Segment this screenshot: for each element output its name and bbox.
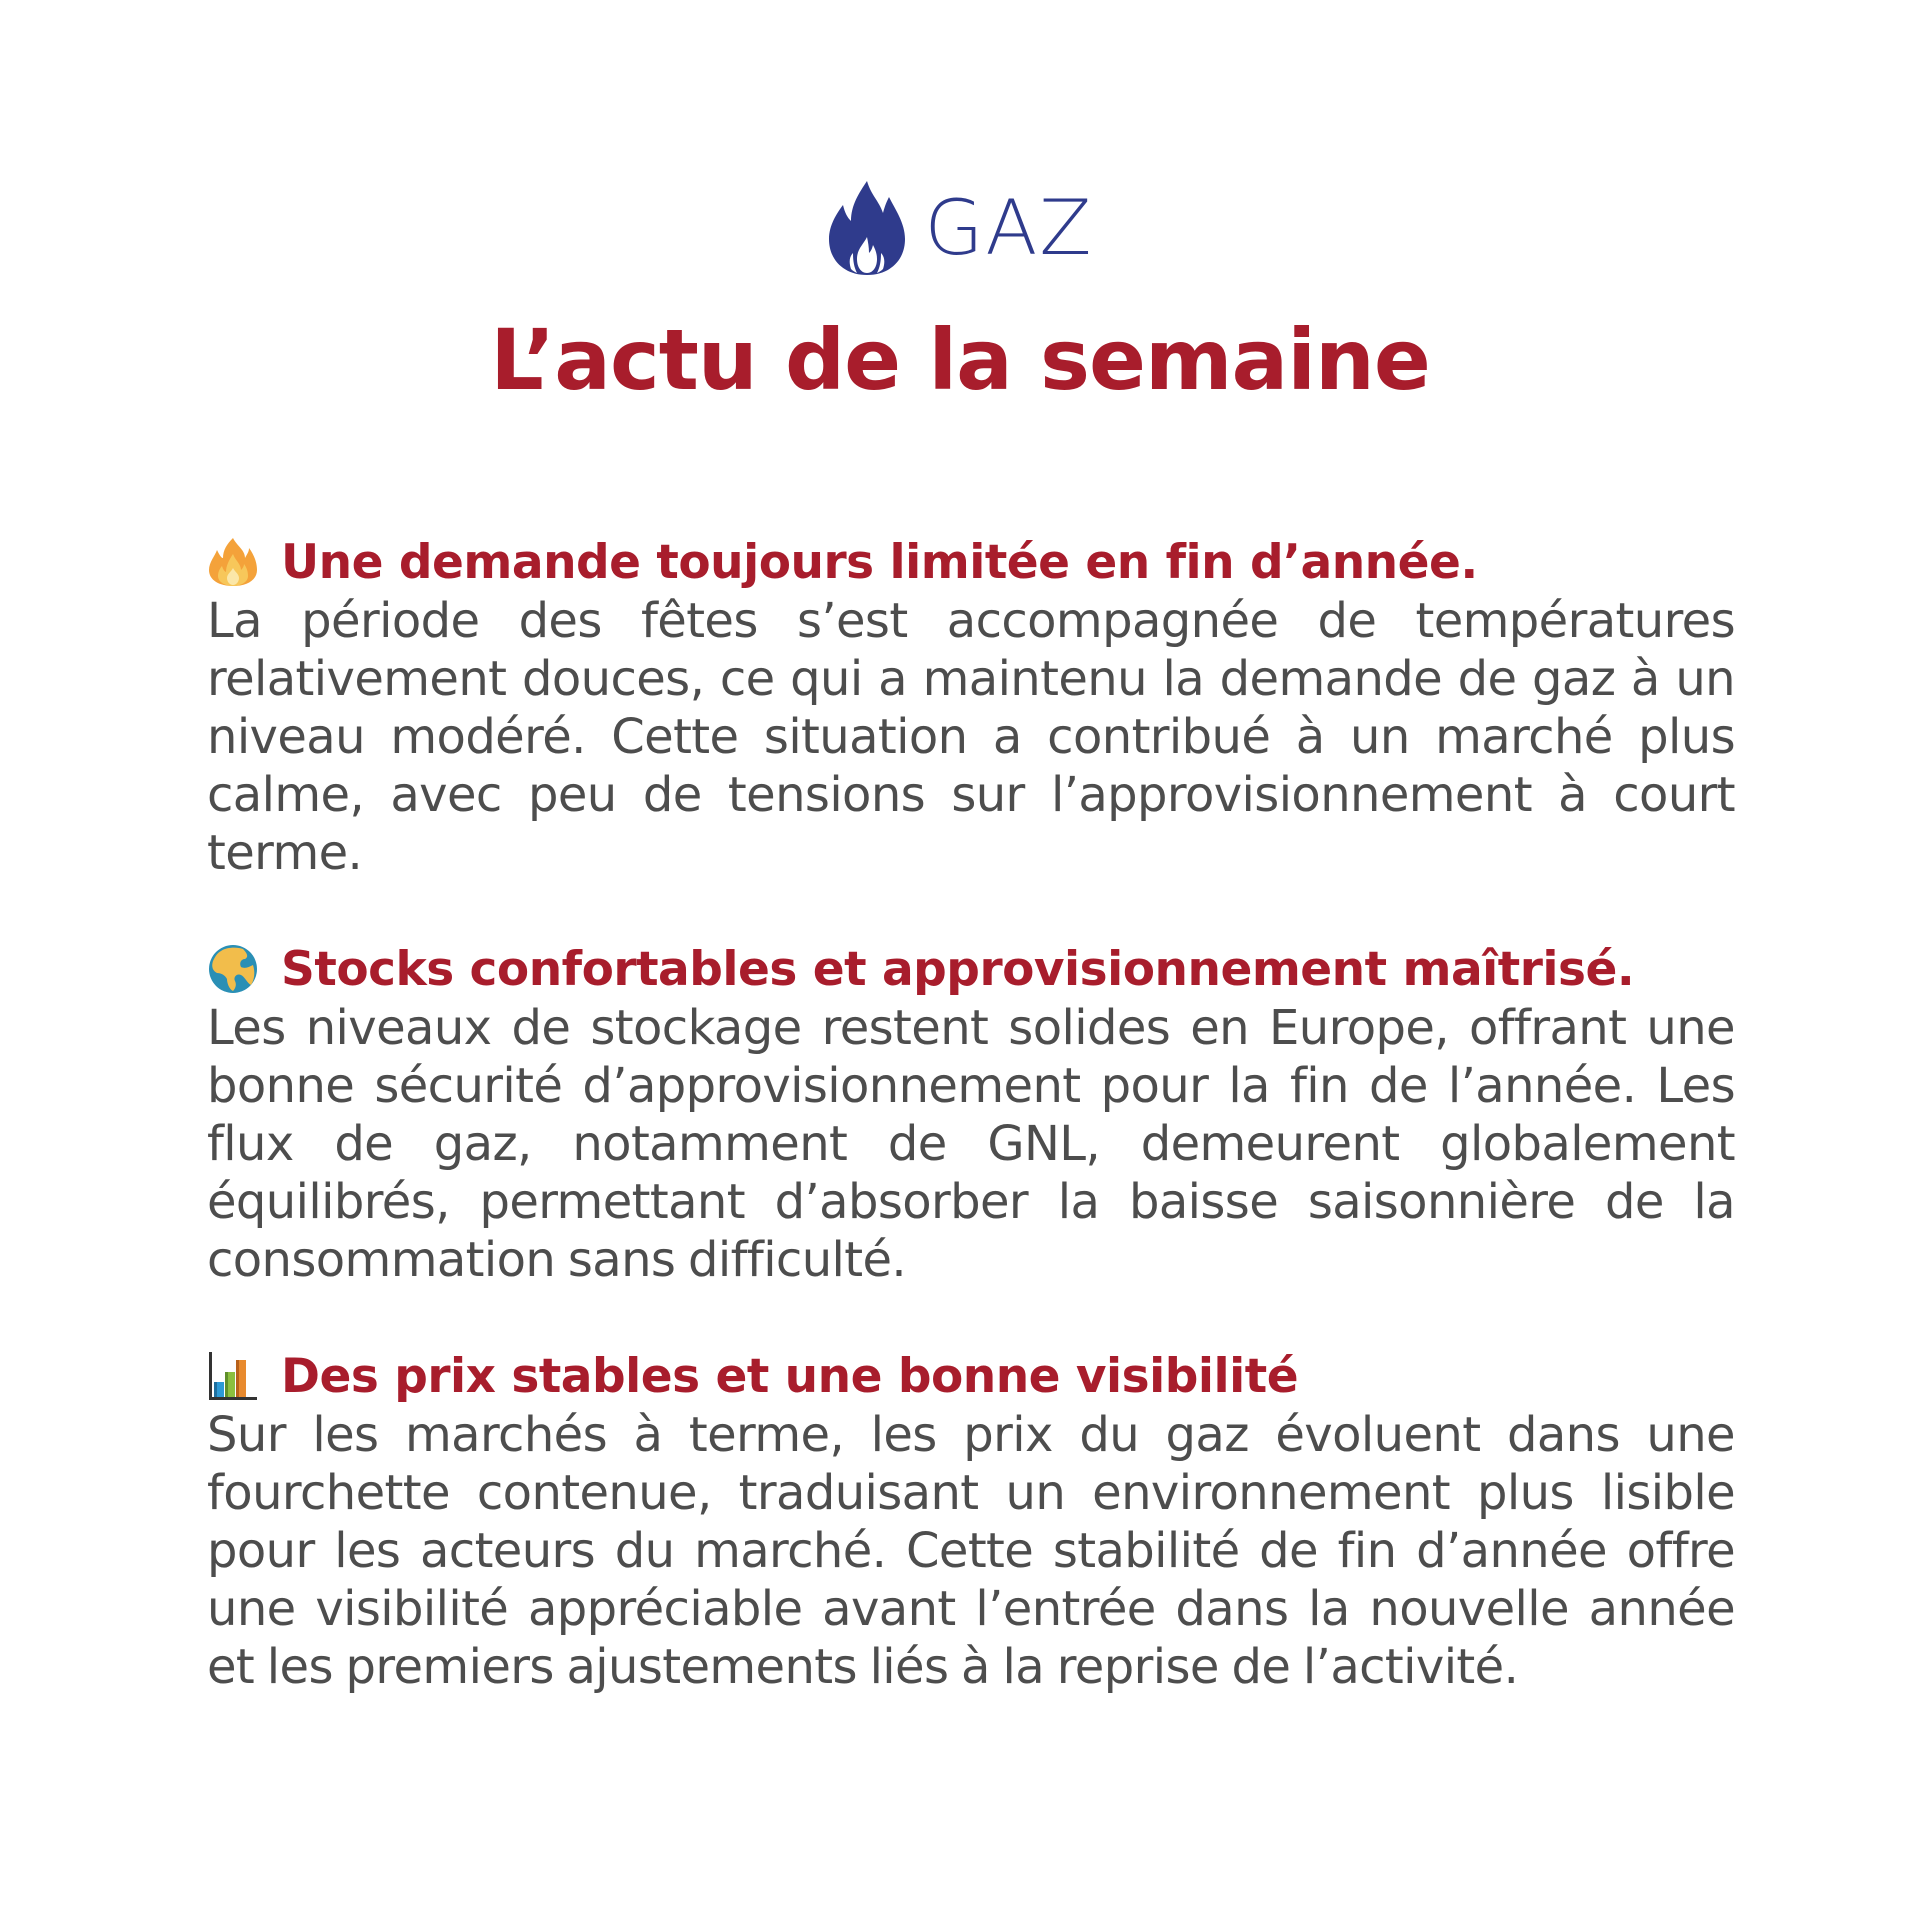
section-title: Une demande toujours limitée en fin d’année. (281, 534, 1478, 590)
news-section-prices (207, 1346, 1735, 1696)
section-title: Des prix stables et une bonne visibilité (281, 1348, 1299, 1404)
bar-chart-emoji-icon (207, 1350, 259, 1402)
news-section-demand (207, 532, 1735, 882)
section-heading (207, 1346, 1735, 1406)
section-title: Stocks confortables et approvisionnement maîtrisé. (281, 941, 1635, 997)
section-heading (207, 532, 1735, 592)
brand-header (0, 178, 1920, 282)
news-section-storage (207, 939, 1735, 1289)
brand-label: GAZ (924, 183, 1094, 272)
news-content (207, 532, 1735, 1753)
flame-icon (827, 179, 907, 277)
section-heading (207, 939, 1735, 999)
fire-emoji-icon (207, 536, 259, 588)
page-title: L’actu de la semaine (490, 311, 1430, 409)
brand-lockup (827, 178, 1094, 278)
section-body: La période des fêtes s’est accompagnée de températures relativement douces, ce qui a maintenu la demande de gaz à un niveau modéré. Cette situation a contribué à un marché plus calme, avec peu de tensions sur l’approvisionnement à court terme. (207, 593, 1735, 881)
section-body: Sur les marchés à terme, les prix du gaz évoluent dans une fourchette contenue, traduisant un environnement plus lisible pour les acteurs du marché. Cette stabilité de fin d’année offre une visibilité appréciable avant l’entrée dans la nouvelle année et les premiers ajustements liés à la reprise de l’activité. (207, 1407, 1735, 1695)
globe-emoji-icon (207, 943, 259, 995)
section-body: Les niveaux de stockage restent solides en Europe, offrant une bonne sécurité d’approvisionnement pour la fin de l’année. Les flux de gaz, notamment de GNL, demeurent globalement équilibrés, permettant d’absorber la baisse saisonnière de la consommation sans difficulté. (207, 1000, 1735, 1288)
